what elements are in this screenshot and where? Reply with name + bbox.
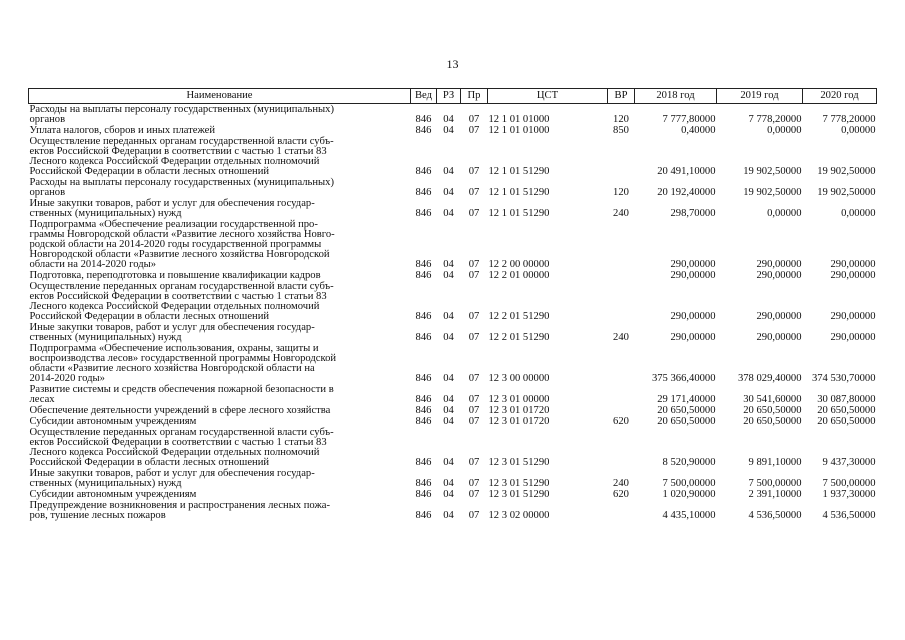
cell-name bbox=[29, 405, 411, 416]
cell-2018: 290,00000 bbox=[670, 311, 716, 322]
cell-cst: 12 1 01 51290 bbox=[488, 187, 550, 198]
cell-cst: 12 2 01 51290 bbox=[488, 332, 550, 343]
cell-2018: 20 650,50000 bbox=[657, 405, 716, 416]
cell-2020: 290,00000 bbox=[830, 259, 876, 270]
cell-name-line: органов bbox=[29, 114, 66, 125]
cell-ved: 846 bbox=[415, 125, 432, 136]
cell-rz: 04 bbox=[443, 125, 454, 136]
table-row bbox=[29, 219, 877, 270]
cell-2019: 290,00000 bbox=[756, 332, 802, 343]
cell-ved: 846 bbox=[415, 311, 432, 322]
header-name: Наименование bbox=[29, 89, 411, 104]
cell-name-line: Иные закупки товаров, работ и услуг для обеспечения государ- bbox=[29, 468, 315, 479]
table-row bbox=[29, 281, 877, 322]
cell-pr: 07 bbox=[468, 373, 480, 384]
cell-vr bbox=[608, 219, 635, 270]
cell-name bbox=[29, 343, 411, 384]
cell-name-line: Лесного кодекса Российской Федерации отдельных полномочий bbox=[29, 301, 320, 312]
cell-rz: 04 bbox=[443, 311, 454, 322]
table-row bbox=[29, 322, 877, 343]
cell-name-line: Субсидии автономным учреждениям bbox=[29, 416, 197, 427]
cell-ved: 846 bbox=[415, 405, 432, 416]
cell-rz: 04 bbox=[443, 114, 454, 125]
cell-ved: 846 bbox=[415, 270, 432, 281]
table-row bbox=[29, 384, 877, 405]
cell-name bbox=[29, 500, 411, 521]
table-row bbox=[29, 198, 877, 219]
cell-pr: 07 bbox=[468, 166, 480, 177]
cell-cst: 12 1 01 01000 bbox=[488, 114, 550, 125]
cell-name bbox=[29, 104, 411, 126]
cell-vr bbox=[608, 405, 635, 416]
cell-2018: 20 650,50000 bbox=[657, 416, 716, 427]
budget-table bbox=[28, 88, 877, 521]
cell-pr: 07 bbox=[468, 270, 480, 281]
table-row bbox=[29, 416, 877, 427]
cell-cst: 12 3 01 51290 bbox=[488, 489, 550, 500]
cell-2019: 30 541,60000 bbox=[743, 394, 802, 405]
cell-name-line: Развитие системы и средств обеспечения пожарной безопасности в bbox=[29, 384, 334, 395]
cell-name-line: области на 2014-2020 годы» bbox=[29, 259, 157, 270]
cell-2018: 290,00000 bbox=[670, 270, 716, 281]
cell-rz: 04 bbox=[443, 187, 454, 198]
cell-2019: 290,00000 bbox=[756, 311, 802, 322]
cell-name-line: родской области на 2014-2020 годы государственной программы bbox=[29, 239, 322, 250]
cell-name-line: Российской Федерации в области лесных отношений bbox=[29, 311, 270, 322]
cell-2019: 9 891,10000 bbox=[748, 457, 802, 468]
cell-name-line: ственных (муниципальных) нужд bbox=[29, 478, 182, 489]
cell-2019: 7 500,00000 bbox=[748, 478, 802, 489]
cell-ved: 846 bbox=[415, 114, 432, 125]
cell-ved: 846 bbox=[415, 208, 432, 219]
cell-name-line: Лесного кодекса Российской Федерации отдельных полномочий bbox=[29, 156, 320, 167]
cell-cst: 12 2 00 00000 bbox=[488, 259, 550, 270]
cell-name-line: Осуществление переданных органам государственной власти субъ- bbox=[29, 281, 334, 292]
cell-name bbox=[29, 489, 411, 500]
cell-name-line: ектов Российской Федерации в соответствии с частью 1 статьи 83 bbox=[29, 437, 327, 448]
cell-name bbox=[29, 270, 411, 281]
header-2018: 2018 год bbox=[635, 89, 717, 104]
header-2019: 2019 год bbox=[717, 89, 803, 104]
cell-rz: 04 bbox=[443, 510, 454, 521]
cell-name-line: Лесного кодекса Российской Федерации отдельных полномочий bbox=[29, 447, 320, 458]
cell-name bbox=[29, 281, 411, 322]
cell-name bbox=[29, 125, 411, 136]
cell-2018: 290,00000 bbox=[670, 259, 716, 270]
cell-name-line: Уплата налогов, сборов и иных платежей bbox=[29, 125, 216, 136]
table-row bbox=[29, 104, 877, 126]
cell-pr: 07 bbox=[468, 332, 480, 343]
cell-rz: 04 bbox=[443, 373, 454, 384]
cell-cst: 12 3 01 01720 bbox=[488, 416, 550, 427]
page-number: 13 bbox=[446, 57, 459, 71]
cell-name-line: Субсидии автономным учреждениям bbox=[29, 489, 197, 500]
cell-vr: 120 bbox=[613, 114, 629, 125]
cell-2018: 375 366,40000 bbox=[651, 373, 716, 384]
cell-name bbox=[29, 427, 411, 468]
cell-vr: 120 bbox=[613, 187, 629, 198]
cell-vr bbox=[608, 500, 635, 521]
cell-cst: 12 3 01 51290 bbox=[488, 457, 550, 468]
cell-2020: 20 650,50000 bbox=[817, 416, 876, 427]
cell-vr bbox=[608, 270, 635, 281]
cell-2019: 0,00000 bbox=[767, 125, 802, 136]
cell-cst: 12 3 01 51290 bbox=[488, 478, 550, 489]
cell-2018: 29 171,40000 bbox=[657, 394, 716, 405]
cell-2018: 4 435,10000 bbox=[662, 510, 716, 521]
cell-2020: 290,00000 bbox=[830, 311, 876, 322]
cell-vr: 620 bbox=[613, 489, 629, 500]
table-row bbox=[29, 405, 877, 416]
cell-rz: 04 bbox=[443, 489, 454, 500]
cell-ved: 846 bbox=[415, 166, 432, 177]
table-row bbox=[29, 270, 877, 281]
cell-name-line: ров, тушение лесных пожаров bbox=[29, 510, 166, 521]
cell-2019: 290,00000 bbox=[756, 270, 802, 281]
cell-cst: 12 3 00 00000 bbox=[488, 373, 550, 384]
cell-vr bbox=[608, 384, 635, 405]
table-row bbox=[29, 489, 877, 500]
cell-rz: 04 bbox=[443, 259, 454, 270]
cell-rz: 04 bbox=[443, 394, 454, 405]
cell-name-line: органов bbox=[29, 187, 66, 198]
cell-2019: 19 902,50000 bbox=[743, 187, 802, 198]
header-rz: РЗ bbox=[437, 89, 461, 104]
cell-2018: 7 500,00000 bbox=[662, 478, 716, 489]
cell-2019: 20 650,50000 bbox=[743, 416, 802, 427]
cell-vr bbox=[608, 136, 635, 177]
cell-cst: 12 2 01 00000 bbox=[488, 270, 550, 281]
cell-ved: 846 bbox=[415, 259, 432, 270]
cell-cst: 12 1 01 01000 bbox=[488, 125, 550, 136]
cell-vr: 620 bbox=[613, 416, 629, 427]
cell-pr: 07 bbox=[468, 489, 480, 500]
cell-name bbox=[29, 416, 411, 427]
cell-name-line: Новгородской области «Развитие лесного хозяйства Новгородской bbox=[29, 249, 330, 260]
cell-vr: 240 bbox=[613, 332, 629, 343]
cell-2020: 1 937,30000 bbox=[822, 489, 876, 500]
cell-name bbox=[29, 177, 411, 198]
cell-name-line: граммы Новгородской области «Развитие лесного хозяйства Новго- bbox=[29, 229, 335, 240]
cell-2018: 7 777,80000 bbox=[662, 114, 716, 125]
cell-pr: 07 bbox=[468, 394, 480, 405]
table-row bbox=[29, 500, 877, 521]
cell-rz: 04 bbox=[443, 478, 454, 489]
cell-name-line: Подпрограмма «Обеспечение реализации государственной про- bbox=[29, 219, 318, 230]
cell-ved: 846 bbox=[415, 478, 432, 489]
cell-cst: 12 3 01 00000 bbox=[488, 394, 550, 405]
cell-name-line: ственных (муниципальных) нужд bbox=[29, 208, 182, 219]
cell-name-line: Осуществление переданных органам государственной власти субъ- bbox=[29, 136, 334, 147]
cell-ved: 846 bbox=[415, 457, 432, 468]
cell-2018: 0,40000 bbox=[681, 125, 716, 136]
cell-2019: 4 536,50000 bbox=[748, 510, 802, 521]
cell-2020: 7 778,20000 bbox=[822, 114, 876, 125]
table-row bbox=[29, 136, 877, 177]
cell-vr bbox=[608, 343, 635, 384]
cell-2020: 290,00000 bbox=[830, 332, 876, 343]
table-row bbox=[29, 427, 877, 468]
header-pr: Пр bbox=[461, 89, 488, 104]
cell-pr: 07 bbox=[468, 311, 480, 322]
cell-2019: 0,00000 bbox=[767, 208, 802, 219]
cell-pr: 07 bbox=[468, 478, 480, 489]
cell-name-line: ектов Российской Федерации в соответствии с частью 1 статьи 83 bbox=[29, 291, 327, 302]
cell-ved: 846 bbox=[415, 373, 432, 384]
cell-name-line: Российской Федерации в области лесных отношений bbox=[29, 457, 270, 468]
cell-ved: 846 bbox=[415, 332, 432, 343]
header-ved: Вед bbox=[411, 89, 437, 104]
cell-name bbox=[29, 322, 411, 343]
cell-pr: 07 bbox=[468, 405, 480, 416]
cell-pr: 07 bbox=[468, 457, 480, 468]
cell-name bbox=[29, 384, 411, 405]
cell-ved: 846 bbox=[415, 489, 432, 500]
cell-pr: 07 bbox=[468, 114, 480, 125]
cell-pr: 07 bbox=[468, 125, 480, 136]
cell-name-line: Расходы на выплаты персоналу государственных (муниципальных) bbox=[29, 104, 334, 115]
cell-ved: 846 bbox=[415, 187, 432, 198]
cell-name-line: лесах bbox=[29, 394, 55, 405]
cell-2018: 8 520,90000 bbox=[662, 457, 716, 468]
cell-2020: 19 902,50000 bbox=[817, 166, 876, 177]
cell-name-line: области «Развитие лесного хозяйства Новгородской области на bbox=[29, 363, 315, 374]
cell-name bbox=[29, 468, 411, 489]
cell-2020: 30 087,80000 bbox=[817, 394, 876, 405]
cell-rz: 04 bbox=[443, 405, 454, 416]
cell-2019: 7 778,20000 bbox=[748, 114, 802, 125]
cell-ved: 846 bbox=[415, 510, 432, 521]
cell-2019: 290,00000 bbox=[756, 259, 802, 270]
cell-2020: 374 530,70000 bbox=[811, 373, 876, 384]
cell-name bbox=[29, 136, 411, 177]
cell-2019: 378 029,40000 bbox=[737, 373, 802, 384]
cell-cst: 12 3 02 00000 bbox=[488, 510, 550, 521]
cell-pr: 07 bbox=[468, 259, 480, 270]
cell-2020: 4 536,50000 bbox=[822, 510, 876, 521]
cell-name-line: Обеспечение деятельности учреждений в сфере лесного хозяйства bbox=[29, 405, 331, 416]
cell-name-line: Подготовка, переподготовка и повышение квалификации кадров bbox=[29, 270, 321, 281]
cell-2020: 290,00000 bbox=[830, 270, 876, 281]
header-2020: 2020 год bbox=[803, 89, 877, 104]
cell-2018: 298,70000 bbox=[670, 208, 716, 219]
cell-vr: 850 bbox=[613, 125, 629, 136]
cell-pr: 07 bbox=[468, 208, 480, 219]
cell-2018: 290,00000 bbox=[670, 332, 716, 343]
cell-2020: 20 650,50000 bbox=[817, 405, 876, 416]
cell-vr bbox=[608, 281, 635, 322]
cell-name-line: Подпрограмма «Обеспечение использования, охраны, защиты и bbox=[29, 343, 319, 354]
table-row bbox=[29, 468, 877, 489]
cell-rz: 04 bbox=[443, 166, 454, 177]
cell-name-line: Осуществление переданных органам государственной власти субъ- bbox=[29, 427, 334, 438]
cell-2018: 20 192,40000 bbox=[657, 187, 716, 198]
cell-2019: 2 391,10000 bbox=[748, 489, 802, 500]
cell-vr: 240 bbox=[613, 478, 629, 489]
cell-pr: 07 bbox=[468, 187, 480, 198]
cell-vr: 240 bbox=[613, 208, 629, 219]
cell-cst: 12 3 01 01720 bbox=[488, 405, 550, 416]
cell-ved: 846 bbox=[415, 394, 432, 405]
cell-name-line: ственных (муниципальных) нужд bbox=[29, 332, 182, 343]
cell-vr bbox=[608, 427, 635, 468]
cell-rz: 04 bbox=[443, 332, 454, 343]
cell-2020: 0,00000 bbox=[841, 208, 876, 219]
cell-2020: 9 437,30000 bbox=[822, 457, 876, 468]
cell-pr: 07 bbox=[468, 416, 480, 427]
cell-2020: 0,00000 bbox=[841, 125, 876, 136]
cell-rz: 04 bbox=[443, 457, 454, 468]
cell-name-line: Иные закупки товаров, работ и услуг для обеспечения государ- bbox=[29, 198, 315, 209]
cell-2019: 20 650,50000 bbox=[743, 405, 802, 416]
cell-rz: 04 bbox=[443, 416, 454, 427]
cell-cst: 12 1 01 51290 bbox=[488, 208, 550, 219]
table-row bbox=[29, 125, 877, 136]
cell-rz: 04 bbox=[443, 270, 454, 281]
cell-2020: 19 902,50000 bbox=[817, 187, 876, 198]
cell-name bbox=[29, 219, 411, 270]
cell-2019: 19 902,50000 bbox=[743, 166, 802, 177]
cell-name-line: воспроизводства лесов» государственной программы Новгородской bbox=[29, 353, 337, 364]
cell-pr: 07 bbox=[468, 510, 480, 521]
table-header-row bbox=[29, 89, 877, 104]
table-row bbox=[29, 343, 877, 384]
cell-cst: 12 1 01 51290 bbox=[488, 166, 550, 177]
cell-2018: 20 491,10000 bbox=[657, 166, 716, 177]
cell-name-line: Предупреждение возникновения и распространения лесных пожа- bbox=[29, 500, 331, 511]
header-cst: ЦСТ bbox=[488, 89, 608, 104]
cell-name-line: Иные закупки товаров, работ и услуг для обеспечения государ- bbox=[29, 322, 315, 333]
cell-2018: 1 020,90000 bbox=[662, 489, 716, 500]
cell-cst: 12 2 01 51290 bbox=[488, 311, 550, 322]
cell-name bbox=[29, 198, 411, 219]
cell-2020: 7 500,00000 bbox=[822, 478, 876, 489]
cell-rz: 04 bbox=[443, 208, 454, 219]
header-vr: ВР bbox=[608, 89, 635, 104]
cell-ved: 846 bbox=[415, 416, 432, 427]
cell-name-line: Российской Федерации в области лесных отношений bbox=[29, 166, 270, 177]
cell-name-line: 2014-2020 годы» bbox=[29, 373, 105, 384]
cell-name-line: Расходы на выплаты персоналу государственных (муниципальных) bbox=[29, 177, 334, 188]
cell-name-line: ектов Российской Федерации в соответствии с частью 1 статьи 83 bbox=[29, 146, 327, 157]
table-row bbox=[29, 177, 877, 198]
